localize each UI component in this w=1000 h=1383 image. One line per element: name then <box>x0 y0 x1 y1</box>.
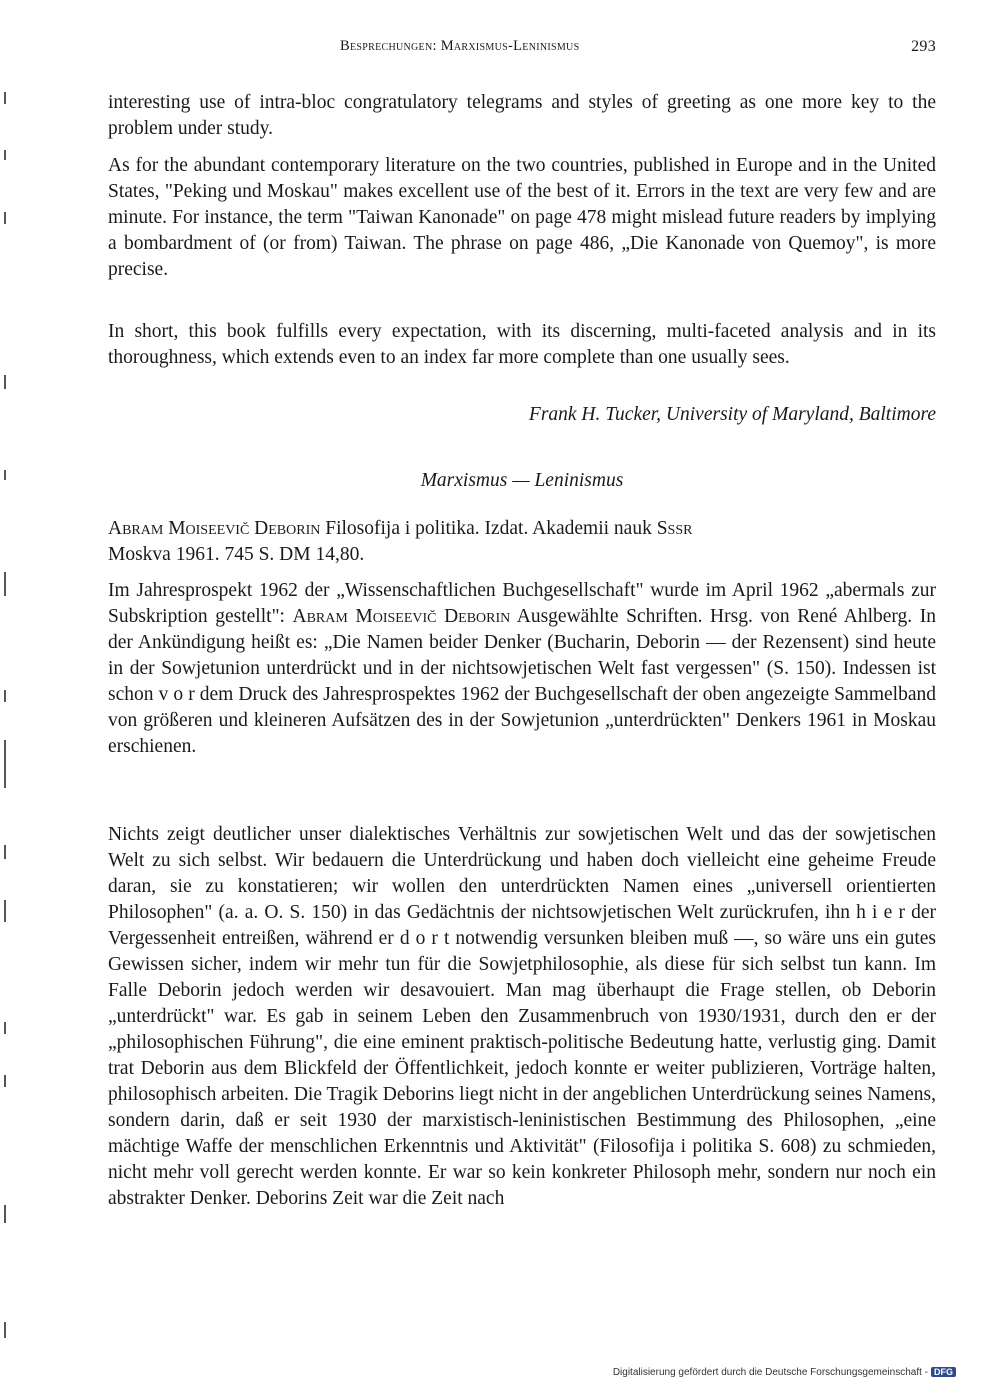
scan-mark <box>4 1075 6 1087</box>
section-heading: Marxismus — Leninismus <box>420 470 624 491</box>
page-number: 293 <box>911 38 936 55</box>
review-author-inline: Abram Moiseevič Deborin <box>292 606 511 627</box>
scan-mark <box>4 1322 6 1338</box>
scan-mark <box>4 212 6 224</box>
scan-mark <box>4 470 6 480</box>
scan-margin-marks <box>0 0 10 1383</box>
scan-mark <box>4 572 6 596</box>
scan-mark <box>4 690 6 702</box>
running-head <box>108 38 936 58</box>
digitization-footer <box>613 1367 956 1378</box>
paragraph-3 <box>108 319 936 371</box>
text-run: Ausgewählte Schriften. Hrsg. von René Ahlberg. In der Ankündigung heißt es: „Die Namen beider Denker (Bucharin, Deborin — der Rezensent) sind heute in der Sowjetunion unterdrückt und in der nichtsowjetischen Welt fast vergessen" (S. 150). Indessen ist schon v o r dem Druck des Jahresprospektes 1962 der Buchgesellschaft der oben angezeigte Sammelband von größeren und kleineren Aufsätzen des in der Sowjetunion „unterdrückten" Denkers 1961 in Moskau erschienen. <box>108 606 936 757</box>
running-head-title: Besprechungen: Marxismus-Leninismus <box>340 38 580 54</box>
review-author: Abram Moiseevič Deborin <box>108 518 321 539</box>
paragraph-1 <box>108 90 936 142</box>
paragraph-2 <box>108 153 936 283</box>
scan-mark <box>4 92 6 104</box>
journal-page <box>108 0 936 1383</box>
scan-mark <box>4 375 6 389</box>
scan-mark <box>4 150 6 160</box>
scan-mark <box>4 900 6 922</box>
book-title: Filosofija i politika. Izdat. Akademii nauk <box>320 518 657 539</box>
review-signature: Frank H. Tucker, University of Maryland, Baltimore <box>528 404 936 425</box>
review-paragraph-2 <box>108 822 936 1212</box>
text-run: Im Jahresprospekt 1962 der „Wissenschaftlichen Buchgesellschaft" wurde im April 1962 „abermals zur Subskription gestellt": <box>108 580 936 627</box>
bibliographic-line-2: Moskva 1961. 745 S. DM 14,80. <box>108 544 365 565</box>
scan-mark <box>4 1022 6 1034</box>
paragraph-text: Nichts zeigt deutlicher unser dialektisches Verhältnis zur sowjetischen Welt und das der sowjetischen Welt zu sich selbst. Wir bedauern die Unterdrückung und haben doch vielleicht eine geheime Freude daran, sie zu konstatieren; wir wollen den unterdrückten Namen eines „universell orientierten Philosophen" (a. a. O. S. 150) in das Gedächtnis der nichtsowjetischen Welt zurückrufen, ihn h i e r der Vergessenheit entreißen, während er d o r t notwendig versunken bleiben muß —, so wäre uns ein gutes Gewissen sicher, indem wir mehr tun für die Sowjetphilosophie, als diese für sich selbst tun kann. Im Falle Deborin jedoch werden wir desavouiert. Man mag überhaupt die Frage stellen, ob Deborin „unterdrückt" war. Es gab in seinem Leben den Zusammenbruch von 1930/1931, durch den er der „philosophischen Führung", die eine eminent praktisch-politische Bedeutung hatte, verlustig ging. Damit trat Deborin aus dem Blickfeld der Öffentlichkeit, jedoch konnte er weiter publizieren, Vorträge halten, philosophisch arbeiten. Die Tragik Deborins liegt nicht in der angeblichen Unterdrückung seines Namens, sondern darin, daß er seit 1930 der marxistisch-leninistischen Bestimmung des Philosophen, „eine mächtige Waffe der menschlichen Erkenntnis und Aktivität" (Filosofija i politika S. 608) zu schmieden, nicht mehr voll gerecht werden konnte. Er war so kein konkreter Philosoph mehr, sondern nur noch ein abstrakter Denker. Deborins Zeit war die Zeit nach <box>108 824 936 1209</box>
bibliographic-line-1 <box>108 516 936 542</box>
paragraph-text: As for the abundant contemporary literature on the two countries, published in Europe and in the United States, "Peking und Moskau" makes excellent use of the best of it. Errors in the text are very few and are minute. For instance, the term "Taiwan Kanonade" on page 478 might mislead future readers by implying a bombardment of (or from) Taiwan. The phrase on page 486, „Die Kanonade von Quemoy", is more precise. <box>108 155 936 280</box>
publisher-country: Sssr <box>656 518 693 539</box>
paragraph-text: In short, this book fulfills every expectation, with its discerning, multi-faceted analysis and in its thoroughness, which extends even to an index far more complete than one usually sees. <box>108 321 936 368</box>
scan-mark <box>4 1205 6 1223</box>
review-paragraph-1 <box>108 578 936 760</box>
review-bibliographic-header <box>108 516 936 568</box>
paragraph-text: interesting use of intra-bloc congratulatory telegrams and styles of greeting as one more key to the problem under study. <box>108 92 936 139</box>
dfg-logo: DFG <box>931 1367 956 1377</box>
footer-text: Digitalisierung gefördert durch die Deutsche Forschungsgemeinschaft - <box>612 1367 928 1378</box>
paragraph-text <box>108 578 936 760</box>
scan-mark <box>4 740 6 788</box>
scan-mark <box>4 845 6 859</box>
